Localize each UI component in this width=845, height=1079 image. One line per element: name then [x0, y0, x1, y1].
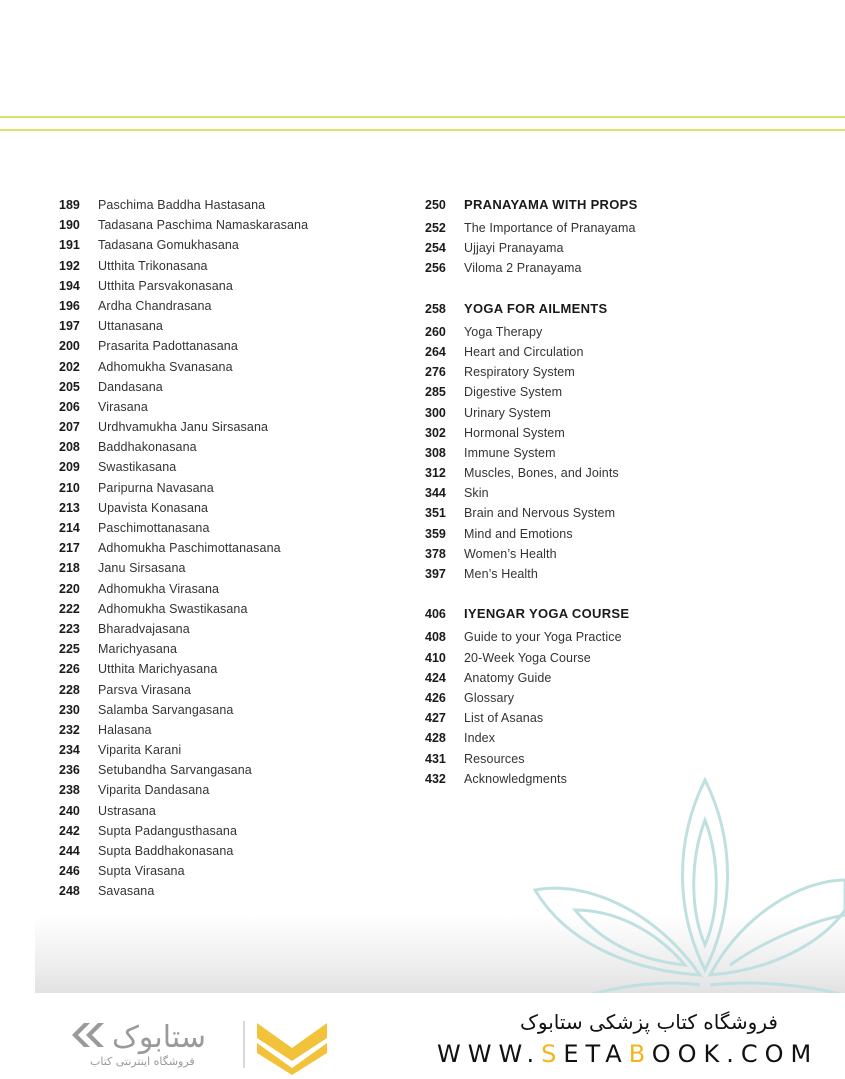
entry-title: Viparita Karani [98, 743, 182, 758]
toc-entry[interactable] [59, 760, 308, 780]
entry-title: Yoga Therapy [464, 324, 543, 339]
page-number: 276 [425, 365, 446, 380]
entry-title: PRANAYAMA WITH PROPS [464, 197, 638, 212]
entry-title: Ustrasana [98, 803, 156, 818]
toc-entry[interactable] [59, 821, 308, 841]
entry-title: Supta Virasana [98, 864, 185, 879]
page-number: 428 [425, 731, 446, 746]
page-number: 308 [425, 445, 446, 460]
logo-text: ستابوک [112, 1020, 207, 1055]
entry-title: Men’s Health [464, 567, 538, 581]
store-name: فروشگاه کتاب پزشکی ستابوک [520, 1010, 778, 1034]
entry-title: Janu Sirsasana [98, 561, 186, 576]
toc-entry[interactable] [59, 538, 308, 558]
toc-entry[interactable] [59, 639, 308, 659]
toc-entry[interactable] [425, 688, 638, 708]
page-number: 192 [59, 258, 80, 273]
toc-entry[interactable] [59, 861, 308, 881]
entry-title: Anatomy Guide [464, 670, 552, 685]
entry-title: IYENGAR YOGA COURSE [464, 606, 630, 622]
page-number: 248 [59, 884, 80, 899]
page-number: 432 [425, 771, 446, 786]
url-part-accent: B [628, 1040, 652, 1068]
page-number: 226 [59, 662, 80, 677]
entry-title: Digestive System [464, 385, 563, 400]
section-heading[interactable] [425, 604, 638, 627]
page-number: 208 [59, 440, 80, 455]
entry-title: Salamba Sarvangasana [98, 702, 234, 717]
entry-title: Adhomukha Svanasana [98, 359, 233, 374]
entry-title: Viparita Dandasana [98, 783, 210, 798]
url-part: WWW. [437, 1040, 542, 1068]
entry-title: Swastikasana [98, 460, 177, 475]
toc-entry[interactable] [425, 668, 638, 688]
toc-entry[interactable] [59, 680, 308, 700]
toc-entry[interactable] [425, 463, 638, 483]
page-number: 246 [59, 864, 80, 879]
toc-entry[interactable] [425, 544, 638, 564]
entry-title: Uttanasana [98, 319, 163, 334]
page-number: 300 [425, 405, 446, 420]
toc-entry[interactable] [425, 322, 638, 342]
toc-entry[interactable] [59, 498, 308, 518]
toc-entry[interactable] [425, 769, 638, 789]
toc-entry[interactable] [59, 195, 308, 215]
header-rule-bottom [0, 129, 845, 131]
page-number: 244 [59, 844, 80, 858]
entry-title: Supta Baddhakonasana [98, 844, 234, 858]
page-number: 214 [59, 521, 80, 535]
entry-title: Marichyasana [98, 642, 178, 657]
page-number: 236 [59, 763, 80, 778]
url-part-accent: S [541, 1040, 564, 1068]
toc-entry[interactable] [425, 503, 638, 523]
page-number: 217 [59, 541, 80, 556]
page-number: 230 [59, 702, 80, 717]
entry-title: Resources [464, 751, 525, 766]
mandala-decoration-icon [515, 770, 845, 1000]
entry-title: Setubandha Sarvangasana [98, 763, 252, 778]
toc-entry[interactable] [59, 740, 308, 760]
entry-title: Urinary System [464, 405, 551, 420]
page-number: 408 [425, 630, 446, 645]
entry-title: List of Asanas [464, 711, 544, 726]
toc-entry[interactable] [59, 377, 308, 397]
page-number: 250 [425, 198, 446, 212]
page-number: 254 [425, 241, 446, 256]
entry-title: Upavista Konasana [98, 500, 209, 515]
toc-entry[interactable] [59, 457, 308, 477]
entry-title: Women’s Health [464, 546, 557, 561]
entry-title: Tadasana Gomukhasana [98, 238, 239, 253]
page-number: 260 [425, 324, 446, 339]
page-number: 410 [425, 650, 446, 665]
entry-title: Hormonal System [464, 425, 565, 440]
toc-entry[interactable] [59, 841, 308, 861]
entry-title: Urdhvamukha Janu Sirsasana [98, 420, 269, 435]
page-number: 285 [425, 385, 446, 400]
page-number: 232 [59, 722, 80, 737]
entry-title: Parsva Virasana [98, 682, 191, 697]
toc-entry[interactable] [59, 397, 308, 417]
entry-title: Virasana [98, 399, 148, 414]
entry-title: Bharadvajasana [98, 621, 190, 636]
entry-title: Adhomukha Virasana [98, 581, 220, 596]
toc-entry[interactable] [59, 276, 308, 296]
page-number: 240 [59, 803, 80, 818]
toc-entry[interactable] [59, 417, 308, 437]
page-number: 228 [59, 682, 80, 697]
entry-title: Baddhakonasana [98, 440, 197, 455]
toc-entry[interactable] [425, 749, 638, 769]
page-number: 223 [59, 621, 80, 636]
page-number: 196 [59, 298, 80, 313]
entry-title: Ujjayi Pranayama [464, 241, 564, 256]
toc-entry[interactable] [59, 357, 308, 377]
toc-entry[interactable] [59, 720, 308, 740]
section-heading[interactable] [425, 299, 638, 322]
toc-entry[interactable] [59, 599, 308, 619]
toc-entry[interactable] [425, 218, 638, 238]
toc-entry[interactable] [59, 437, 308, 457]
page-number: 264 [425, 344, 446, 359]
page-number: 431 [425, 751, 446, 766]
page-number: 242 [59, 823, 80, 838]
entry-title: Muscles, Bones, and Joints [464, 466, 619, 481]
store-url[interactable] [437, 1040, 818, 1068]
page-number: 406 [425, 607, 446, 622]
entry-title: Guide to your Yoga Practice [464, 630, 622, 645]
entry-title: Utthita Parsvakonasana [98, 278, 233, 293]
toc-entry[interactable] [425, 728, 638, 748]
toc-entry[interactable] [59, 801, 308, 821]
page-number: 210 [59, 480, 80, 495]
page-number: 220 [59, 581, 80, 596]
url-part: ETA [563, 1040, 629, 1068]
header-rule-top [0, 116, 845, 118]
page-number: 213 [59, 500, 80, 515]
page-number: 225 [59, 642, 80, 657]
entry-title: Utthita Trikonasana [98, 258, 208, 273]
page-number: 206 [59, 399, 80, 414]
spacer [425, 279, 638, 299]
entry-title: Brain and Nervous System [464, 506, 616, 521]
entry-title: Halasana [98, 722, 152, 737]
entry-title: Paschimottanasana [98, 521, 210, 535]
page-number: 312 [425, 466, 446, 481]
page-number: 234 [59, 743, 80, 758]
entry-title: Glossary [464, 690, 515, 705]
toc-entry[interactable] [59, 478, 308, 498]
entry-title: Utthita Marichyasana [98, 662, 218, 677]
toc-entry[interactable] [59, 619, 308, 639]
toc-entry[interactable] [425, 443, 638, 463]
page-number: 344 [425, 486, 446, 501]
toc-left-column [59, 195, 308, 902]
page-number: 207 [59, 420, 80, 435]
toc-entry[interactable] [425, 627, 638, 647]
page-number: 378 [425, 546, 446, 561]
entry-title: Heart and Circulation [464, 344, 584, 359]
entry-title: Adhomukha Paschimottanasana [98, 541, 281, 556]
page-number: 205 [59, 379, 80, 394]
toc-entry[interactable] [59, 336, 308, 356]
entry-title: Paripurna Navasana [98, 480, 214, 495]
entry-title: Respiratory System [464, 365, 575, 380]
toc-entry[interactable] [425, 524, 638, 544]
entry-title: Adhomukha Swastikasana [98, 601, 248, 616]
page-number: 238 [59, 783, 80, 798]
toc-entry[interactable] [59, 235, 308, 255]
toc-entry[interactable] [59, 215, 308, 235]
page-number: 426 [425, 690, 446, 705]
url-part: OOK.COM [651, 1040, 819, 1068]
toc-entry[interactable] [425, 238, 638, 258]
page-number: 194 [59, 278, 80, 293]
spacer [425, 584, 638, 604]
page-number: 190 [59, 218, 80, 233]
logo-subtitle: فروشگاه اینترنتی کتاب [90, 1055, 195, 1068]
page-number: 209 [59, 460, 80, 475]
page-number: 427 [425, 711, 446, 726]
page-number: 222 [59, 601, 80, 616]
toc-right-column [425, 195, 638, 789]
page-number: 252 [425, 221, 446, 235]
entry-title: Tadasana Paschima Namaskarasana [98, 218, 309, 233]
toc-entry[interactable] [59, 881, 308, 901]
page-number: 351 [425, 506, 446, 521]
page-number: 202 [59, 359, 80, 374]
entry-title: Ardha Chandrasana [98, 298, 212, 313]
page-number: 397 [425, 567, 446, 581]
page-number: 197 [59, 319, 80, 334]
toc-entry[interactable] [59, 659, 308, 679]
page-number: 189 [59, 198, 80, 212]
toc-entry[interactable] [425, 564, 638, 584]
toc-entry[interactable] [59, 579, 308, 599]
toc-entry[interactable] [425, 362, 638, 382]
entry-title: Acknowledgments [464, 771, 567, 786]
entry-title: Immune System [464, 445, 556, 460]
toc-entry[interactable] [59, 558, 308, 578]
toc-entry[interactable] [425, 342, 638, 362]
page-number: 424 [425, 670, 446, 685]
toc-entry[interactable] [425, 403, 638, 423]
section-heading[interactable] [425, 195, 638, 218]
page-number: 191 [59, 238, 80, 253]
toc-entry[interactable] [59, 780, 308, 800]
entry-title: Paschima Baddha Hastasana [98, 198, 266, 212]
toc-entry[interactable] [59, 296, 308, 316]
entry-title: Prasarita Padottanasana [98, 339, 238, 354]
entry-title: Dandasana [98, 379, 163, 394]
page-number: 218 [59, 561, 80, 576]
page-number: 258 [425, 301, 446, 316]
entry-title: Savasana [98, 884, 155, 899]
page-number: 200 [59, 339, 80, 354]
entry-title: The Importance of Pranayama [464, 221, 636, 235]
entry-title: Skin [464, 486, 489, 501]
toc-entry[interactable] [425, 423, 638, 443]
toc-entry[interactable] [59, 316, 308, 336]
toc-entry[interactable] [59, 700, 308, 720]
page-number: 302 [425, 425, 446, 440]
entry-title: Index [464, 731, 496, 746]
toc-entry[interactable] [425, 708, 638, 728]
entry-title: YOGA FOR AILMENTS [464, 300, 608, 316]
entry-title: Supta Padangusthasana [98, 823, 238, 838]
entry-title: Viloma 2 Pranayama [464, 261, 582, 276]
entry-title: 20-Week Yoga Course [464, 650, 591, 665]
toc-entry[interactable] [425, 382, 638, 402]
toc-entry[interactable] [425, 483, 638, 503]
page-number: 256 [425, 261, 446, 276]
toc-entry[interactable] [59, 518, 308, 538]
page-number: 359 [425, 526, 446, 541]
toc-entry[interactable] [425, 258, 638, 278]
toc-entry[interactable] [425, 648, 638, 668]
entry-title: Mind and Emotions [464, 526, 573, 541]
toc-entry[interactable] [59, 256, 308, 276]
